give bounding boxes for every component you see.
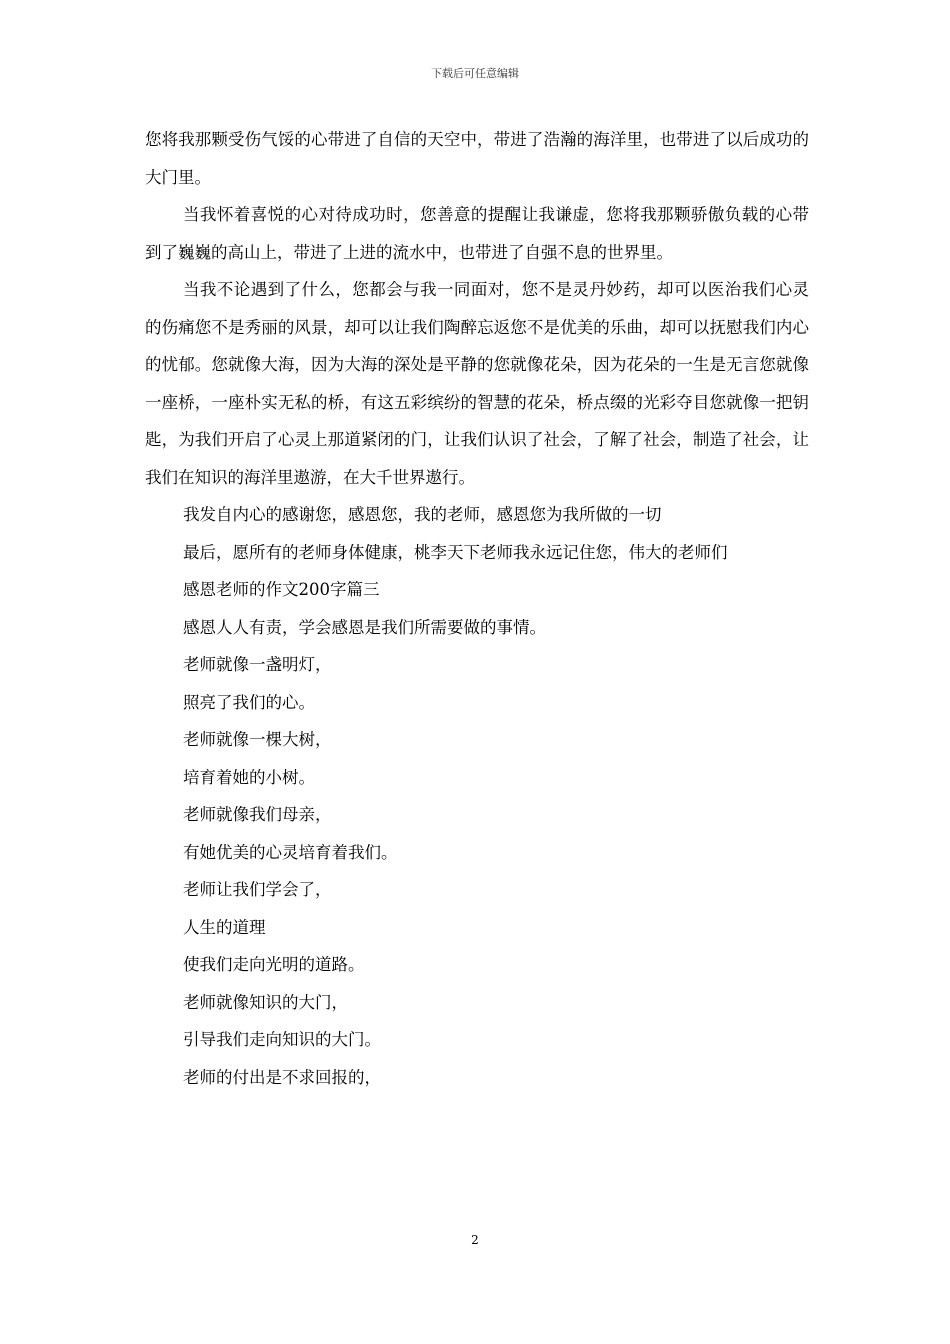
poem-line: 老师就像我们母亲，	[183, 805, 332, 824]
paragraph: 您将我那颗受伤气馁的心带进了自信的天空中，带进了浩瀚的海洋里，也带进了以后成功的大门里。	[145, 130, 809, 187]
document-body	[145, 121, 809, 1096]
poem-line: 老师就像一棵大树，	[183, 730, 332, 749]
poem-line: 老师就像一盏明灯，	[183, 655, 332, 674]
paragraph: 我发自内心的感谢您，感恩您，我的老师，感恩您为我所做的一切	[183, 505, 662, 524]
poem-line: 培育着她的小树。	[183, 767, 315, 787]
poem-line: 使我们走向光明的道路。	[183, 955, 365, 974]
paragraph: 当我怀着喜悦的心对待成功时，您善意的提醒让我谦虚，您将我那颗骄傲负载的心带到了巍巍的高山上，带进了上进的流水中，也带进了自强不息的世界里。	[145, 205, 809, 262]
poem-line: 照亮了我们的心。	[183, 692, 315, 712]
page-number: 2	[471, 1233, 479, 1247]
paragraph: 当我不论遇到了什么，您都会与我一同面对，您不是灵丹妙药，却可以医治我们心灵的伤痛您不是秀丽的风景，却可以让我们陶醉忘返您不是优美的乐曲，却可以抚慰我们内心的忧郁。您就像大海，因为大海的深处是平静的您就像花朵，因为花朵的一生是无言您就像一座桥，一座朴实无私的桥，有这五彩缤纷的智慧的花朵，桥点缀的光彩夺目您就像一把钥匙，为我们开启了心灵上那道紧闭的门，让我们认识了社会，了解了社会，制造了社会，让我们在知识的海洋里遨游，在大千世界遨行。	[145, 280, 809, 487]
section-heading: 感恩老师的作文200字篇三	[183, 580, 380, 599]
poem-line: 有她优美的心灵培育着我们。	[183, 842, 398, 862]
paragraph: 感恩人人有责，学会感恩是我们所需要做的事情。	[183, 617, 546, 637]
page-header: 下载后可任意编辑	[431, 67, 519, 80]
poem-line: 老师的付出是不求回报的，	[183, 1067, 381, 1087]
poem-line: 老师让我们学会了，	[183, 880, 332, 899]
paragraph: 最后，愿所有的老师身体健康，桃李天下老师我永远记住您，伟大的老师们	[183, 542, 728, 562]
poem-line: 引导我们走向知识的大门。	[183, 1030, 381, 1049]
poem-line: 老师就像知识的大门，	[183, 992, 348, 1012]
poem-line: 人生的道理	[183, 917, 266, 937]
